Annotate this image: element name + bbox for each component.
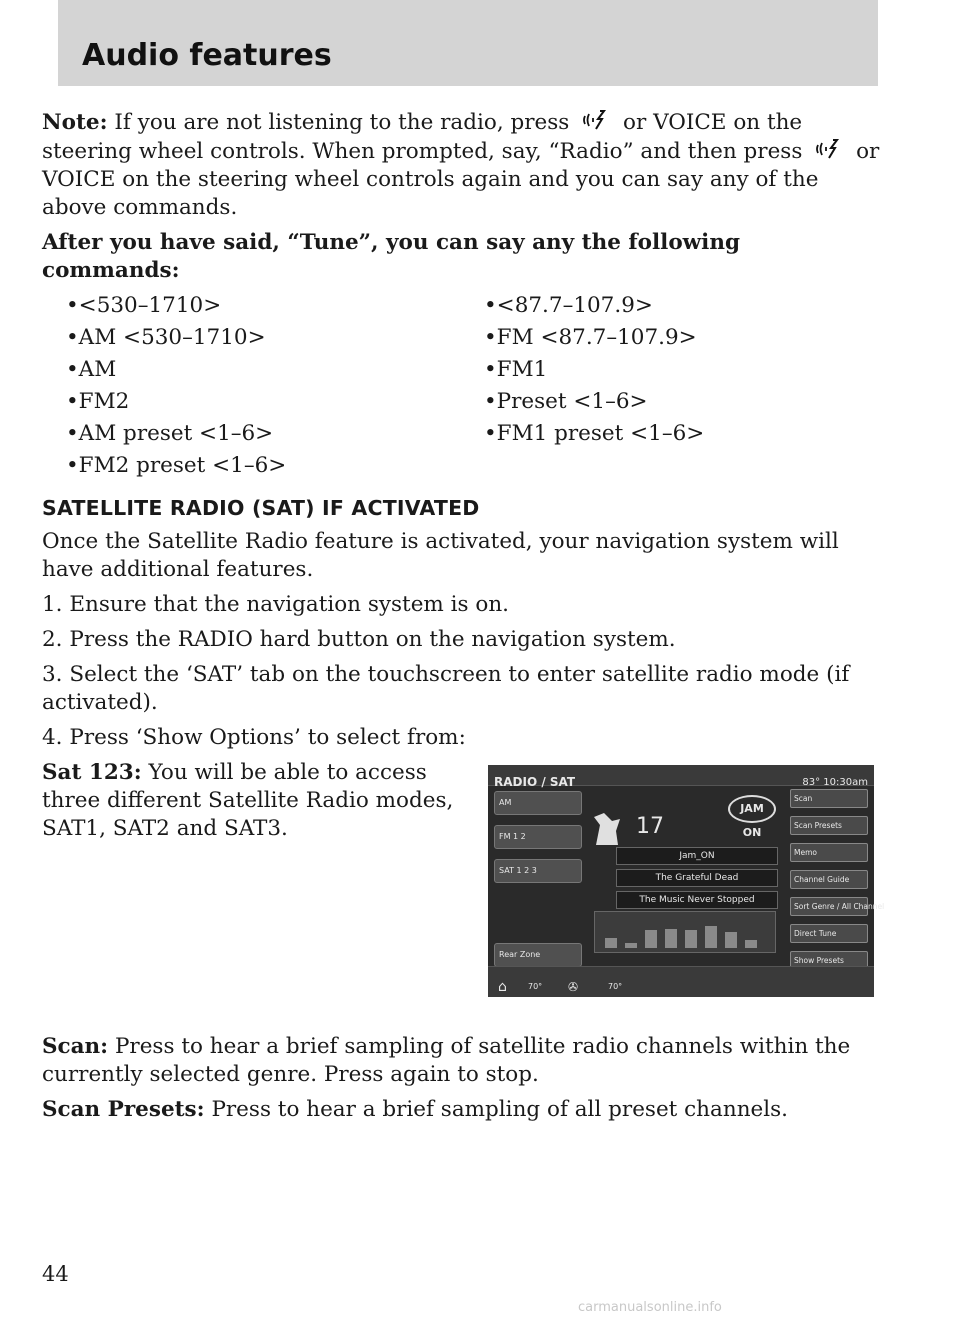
screen-temp-right: 70° bbox=[608, 982, 623, 991]
command-item: •Preset <1–6> bbox=[484, 389, 648, 414]
scan-text: Press to hear a brief sampling of satellite radio channels within the currently selected genre. Press again to stop. bbox=[42, 1034, 851, 1087]
voice-icon bbox=[815, 137, 843, 161]
note-label: Note: bbox=[42, 110, 108, 135]
screen-level-meter bbox=[594, 911, 776, 953]
screen-level-bar bbox=[725, 932, 737, 948]
screen-level-bar bbox=[665, 929, 677, 948]
screen-level-bar bbox=[605, 938, 617, 948]
screen-title: RADIO / SAT bbox=[494, 775, 576, 789]
screen-options bbox=[790, 789, 885, 978]
nav-screen-image bbox=[488, 765, 885, 997]
scan-presets-label: Scan Presets: bbox=[42, 1097, 205, 1122]
screen-field: The Music Never Stopped bbox=[616, 891, 778, 909]
note-text-3: or VOICE on the steering wheel controls again and you can say any of the above commands. bbox=[42, 139, 880, 220]
command-item: •AM bbox=[66, 357, 117, 382]
command-list bbox=[66, 292, 882, 480]
screen-bottombar bbox=[488, 966, 874, 997]
command-item: •FM1 bbox=[484, 357, 548, 382]
step-item: 4. Press ‘Show Options’ to select from: bbox=[42, 725, 466, 750]
step-item: 2. Press the RADIO hard button on the navigation system. bbox=[42, 627, 676, 652]
command-item bbox=[484, 452, 864, 480]
command-item: •AM preset <1–6> bbox=[66, 421, 274, 446]
sat-intro: Once the Satellite Radio feature is activated, your navigation system will have additional features. bbox=[42, 529, 839, 582]
section-title: SATELLITE RADIO (SAT) IF ACTIVATED bbox=[42, 496, 480, 520]
screen-option: Memo bbox=[790, 843, 868, 862]
screen-logo: JAM ON bbox=[728, 795, 776, 823]
screen-level-bar bbox=[685, 930, 697, 948]
scan-paragraph bbox=[42, 1033, 882, 1089]
page-title: Audio features bbox=[82, 38, 332, 73]
page-number: 44 bbox=[42, 1262, 69, 1286]
page-body bbox=[42, 108, 885, 1131]
step-item: 3. Select the ‘SAT’ tab on the touchscreen to enter satellite radio mode (if activated). bbox=[42, 662, 850, 715]
screen-option: Scan Presets bbox=[790, 816, 868, 835]
screen-center bbox=[588, 791, 778, 961]
fan-icon: ✇ bbox=[568, 980, 579, 994]
scan-presets-text: Press to hear a brief sampling of all preset channels. bbox=[211, 1097, 789, 1122]
command-item: •AM <530–1710> bbox=[66, 325, 266, 350]
tune-heading: After you have said, “Tune”, you can say any the following commands: bbox=[42, 230, 740, 283]
screen-option: Channel Guide bbox=[790, 870, 868, 889]
command-item: •<530–1710> bbox=[66, 293, 222, 318]
voice-icon bbox=[582, 108, 610, 132]
command-item: •FM2 preset <1–6> bbox=[66, 453, 287, 478]
screen-field: The Grateful Dead bbox=[616, 869, 778, 887]
footer-watermark: carmanualsonline.info bbox=[578, 1300, 722, 1315]
step-item: 1. Ensure that the navigation system is on. bbox=[42, 592, 510, 617]
sat123-label: Sat 123: bbox=[42, 760, 142, 785]
screen-temp-left: 70° bbox=[528, 982, 543, 991]
screen-source-button: SAT 1 2 3 bbox=[494, 859, 582, 883]
screen-channel-number: 17 bbox=[636, 814, 664, 839]
screen-level-bar bbox=[625, 943, 637, 948]
screen-source-buttons bbox=[494, 791, 582, 977]
command-item: •FM <87.7–107.9> bbox=[484, 325, 697, 350]
screen-field: Jam_ON bbox=[616, 847, 778, 865]
screen-option: Scan bbox=[790, 789, 868, 808]
screen-source-button: FM 1 2 bbox=[494, 825, 582, 849]
note-paragraph bbox=[42, 108, 882, 222]
screen-option: Sort Genre / All Channel bbox=[790, 897, 868, 916]
screen-level-bar bbox=[645, 930, 657, 948]
dog-icon bbox=[590, 809, 626, 849]
screen-level-bar bbox=[745, 940, 757, 948]
note-text-2: or VOICE on the steering wheel controls. When prompted, say, “Radio” and then press bbox=[42, 110, 803, 164]
screen-option: Show Presets bbox=[790, 951, 868, 970]
command-item: •FM1 preset <1–6> bbox=[484, 421, 705, 446]
home-icon: ⌂ bbox=[498, 979, 507, 995]
scan-label: Scan: bbox=[42, 1034, 109, 1059]
screen-topbar bbox=[488, 765, 874, 789]
screen-source-button: AM bbox=[494, 791, 582, 815]
screen-source-button: Rear Zone bbox=[494, 943, 582, 967]
command-item: •<87.7–107.9> bbox=[484, 293, 653, 318]
sat123-paragraph bbox=[42, 759, 462, 990]
screen-option: Direct Tune bbox=[790, 924, 868, 943]
command-item: •FM2 bbox=[66, 389, 130, 414]
sat123-block bbox=[42, 759, 885, 997]
note-text-1: If you are not listening to the radio, press bbox=[114, 110, 570, 135]
screen-status: 83° 10:30am bbox=[802, 777, 868, 788]
sat123-text: You will be able to access three different Satellite Radio modes, SAT1, SAT2 and SAT3. bbox=[42, 760, 454, 841]
scan-presets-paragraph bbox=[42, 1096, 882, 1124]
screen-level-bar bbox=[705, 926, 717, 948]
